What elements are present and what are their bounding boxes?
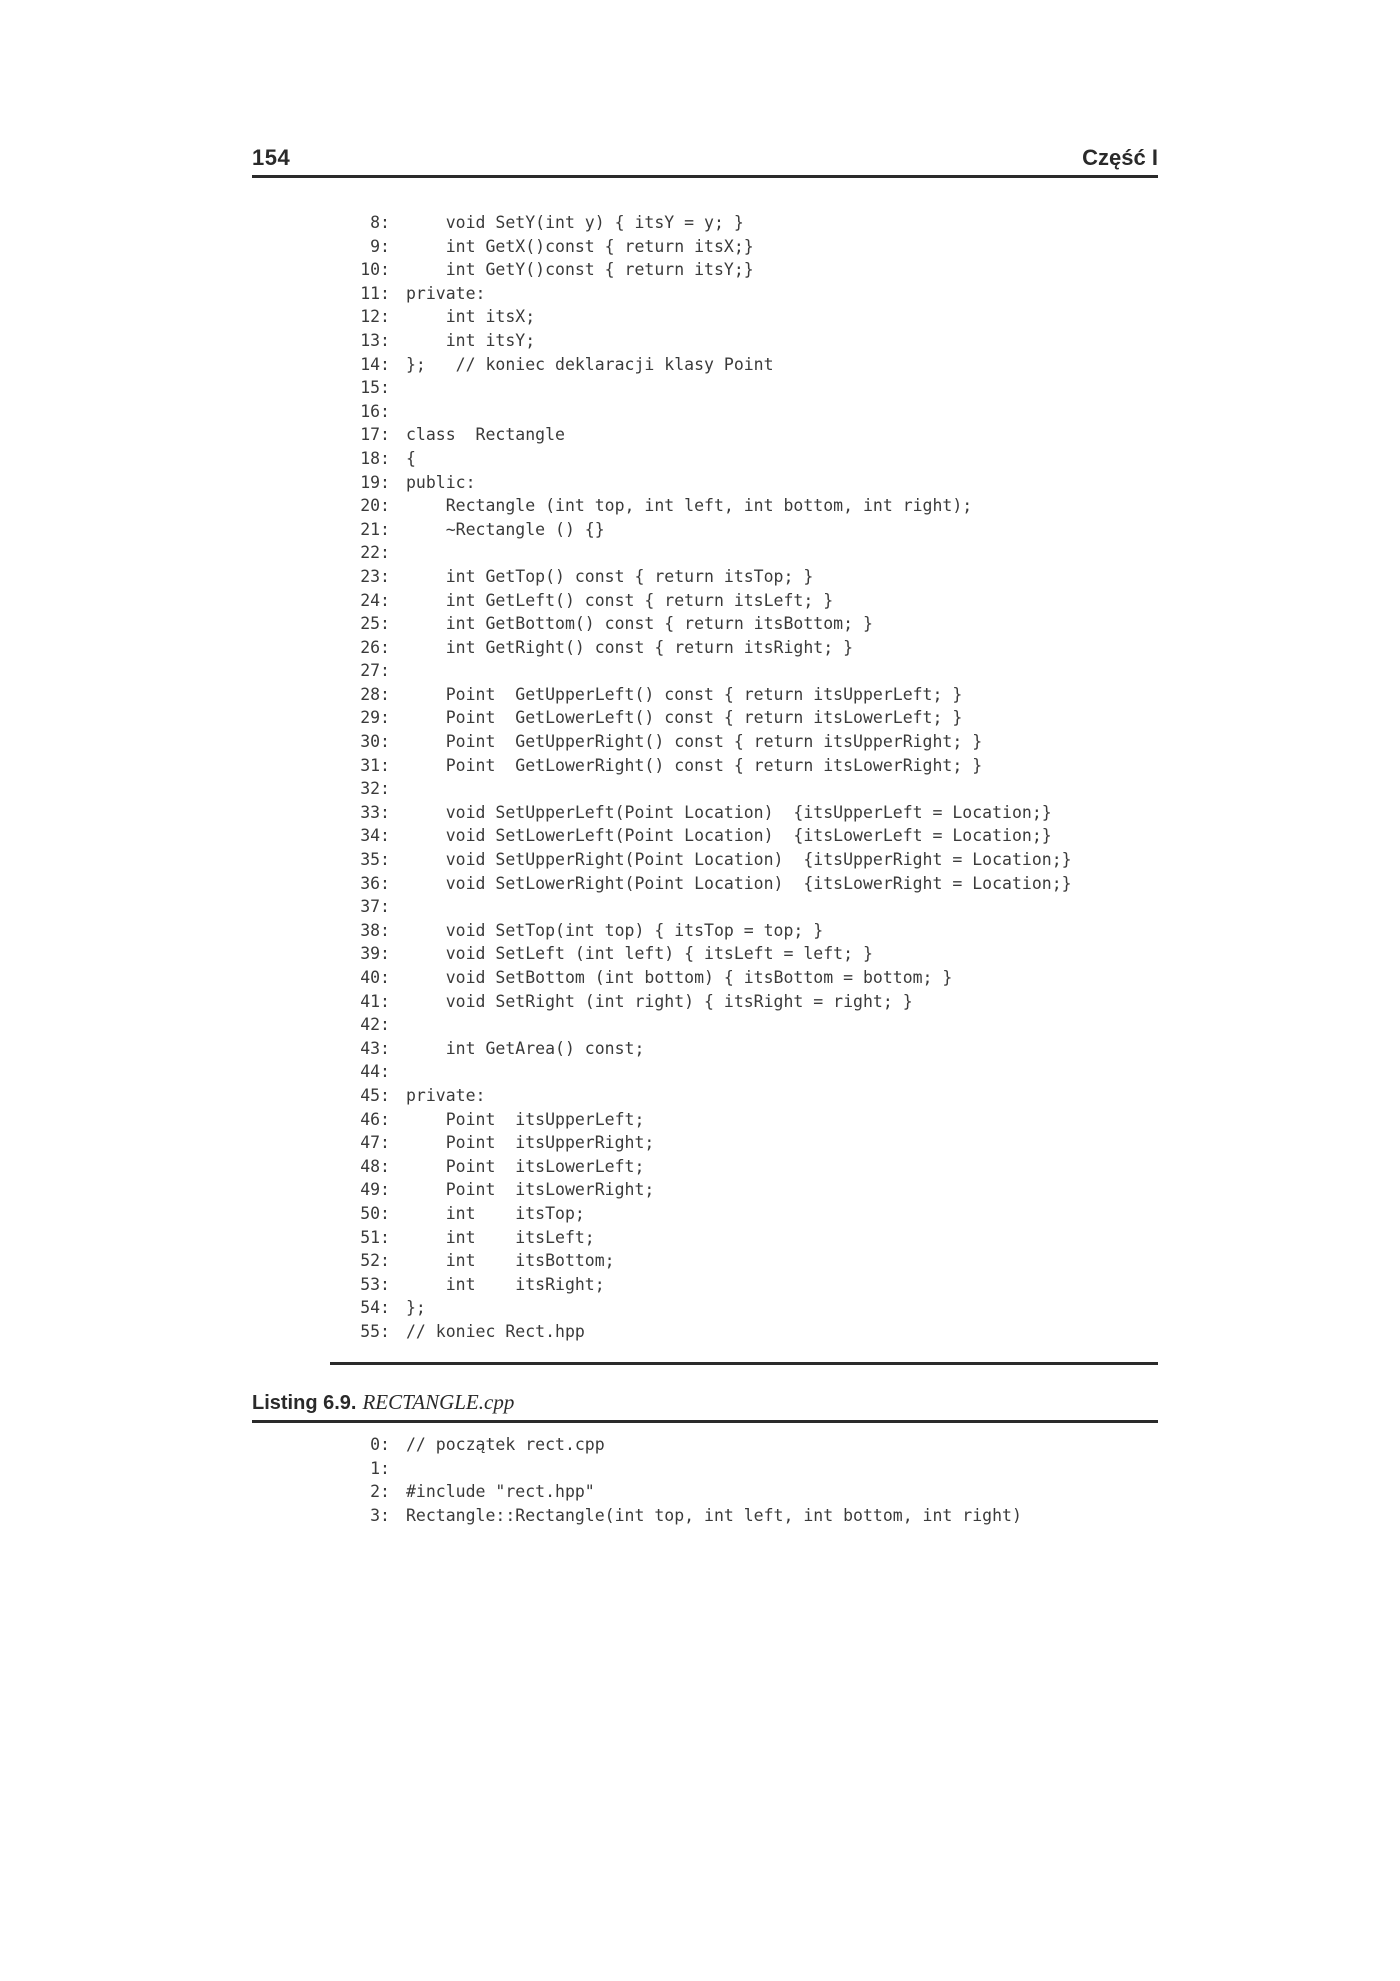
code-text: int itsTop; [406,1203,585,1223]
code-line [340,1249,1158,1273]
code-listing-rectangle-cpp [340,1433,1158,1527]
code-line [340,423,1158,447]
code-text: void SetUpperRight(Point Location) {itsUpperRight = Location;} [406,850,1072,870]
code-text: Rectangle::Rectangle(int top, int left, int bottom, int right) [406,1505,1022,1525]
code-text: void SetLowerLeft(Point Location) {itsLowerLeft = Location;} [406,826,1052,846]
code-text: private: [406,283,486,303]
line-number: 48: [360,1156,390,1176]
code-text [406,400,1158,424]
code-line [340,1084,1158,1108]
code-text: Point itsUpperRight; [406,1133,655,1153]
line-number: 3: [370,1505,390,1525]
code-text: // początek rect.cpp [406,1435,605,1454]
code-listing-rect-hpp [340,211,1158,1344]
code-text: Point itsLowerLeft; [406,1156,645,1176]
code-text [406,1013,1158,1037]
code-line [340,541,1158,565]
code-line [340,824,1158,848]
code-line [340,1296,1158,1320]
code-line [340,282,1158,306]
code-text [406,895,1158,919]
code-text: { [406,448,416,468]
code-text: int GetTop() const { return itsTop; } [406,566,814,586]
code-line [340,872,1158,896]
line-number: 28: [360,684,390,704]
code-text [406,1457,1158,1481]
code-line [340,1480,1158,1504]
code-line [340,494,1158,518]
line-number: 37: [360,897,390,917]
code-text: public: [406,472,476,492]
code-line [340,518,1158,542]
code-text: Point GetLowerRight() const { return itsLowerRight; } [406,755,983,775]
code-line [340,706,1158,730]
code-line [340,471,1158,495]
code-line [340,565,1158,589]
code-text: void SetLeft (int left) { itsLeft = left; } [406,944,873,964]
code-line [340,1226,1158,1250]
line-number: 23: [360,566,390,586]
line-number: 10: [360,260,390,280]
code-line [340,1108,1158,1132]
code-line [340,636,1158,660]
line-number: 34: [360,826,390,846]
code-text [406,659,1158,683]
line-number: 53: [360,1274,390,1294]
listing-end-rule [330,1362,1158,1365]
line-number: 22: [360,543,390,563]
code-text: Point itsUpperLeft; [406,1109,645,1129]
line-number: 39: [360,944,390,964]
code-text: }; // koniec deklaracji klasy Point [406,354,774,374]
line-number: 50: [360,1203,390,1223]
code-text [406,541,1158,565]
line-number: 45: [360,1085,390,1105]
line-number: 2: [370,1482,390,1502]
line-number: 20: [360,496,390,516]
code-line [340,777,1158,801]
line-number: 47: [360,1133,390,1153]
code-line [340,211,1158,235]
code-line [340,1037,1158,1061]
line-number: 52: [360,1251,390,1271]
code-text: int GetRight() const { return itsRight; } [406,637,854,657]
code-text: void SetTop(int top) { itsTop = top; } [406,920,824,940]
code-line [340,895,1158,919]
code-line [340,589,1158,613]
code-line [340,1433,1158,1457]
code-line [340,235,1158,259]
code-text [406,1060,1158,1084]
code-text: int itsBottom; [406,1251,615,1271]
line-number: 46: [360,1109,390,1129]
code-line [340,1155,1158,1179]
code-line [340,447,1158,471]
line-number: 17: [360,425,390,445]
line-number: 33: [360,802,390,822]
line-number: 54: [360,1298,390,1318]
code-line [340,258,1158,282]
code-line [340,1131,1158,1155]
line-number: 21: [360,519,390,539]
line-number: 31: [360,755,390,775]
line-number: 44: [360,1062,390,1082]
line-number: 30: [360,732,390,752]
code-line [340,376,1158,400]
line-number: 15: [360,378,390,398]
code-text [406,376,1158,400]
line-number: 29: [360,708,390,728]
line-number: 32: [360,779,390,799]
listing-label: Listing 6.9. [252,1392,357,1414]
code-text: int GetLeft() const { return itsLeft; } [406,590,834,610]
code-text: void SetBottom (int bottom) { itsBottom = bottom; } [406,968,953,987]
code-text: int GetX()const { return itsX;} [406,236,754,256]
code-text: class Rectangle [406,425,565,445]
line-number: 19: [360,472,390,492]
code-line [340,942,1158,966]
code-text: }; [406,1298,426,1318]
listing-caption [252,1390,1158,1423]
code-text: void SetY(int y) { itsY = y; } [406,213,744,232]
line-number: 9: [370,236,390,256]
line-number: 16: [360,401,390,421]
line-number: 38: [360,920,390,940]
code-text: void SetRight (int right) { itsRight = right; } [406,991,913,1011]
line-number: 41: [360,991,390,1011]
page-header [252,141,1158,178]
listing-filename: RECTANGLE.cpp [362,1390,515,1414]
code-text: int itsLeft; [406,1227,595,1247]
line-number: 25: [360,614,390,634]
line-number: 55: [360,1321,390,1341]
line-number: 26: [360,637,390,657]
code-line [340,612,1158,636]
part-label: Część I [1082,145,1158,170]
code-text: int itsRight; [406,1274,605,1294]
code-line [340,966,1158,990]
code-line [340,353,1158,377]
code-line [340,659,1158,683]
code-line [340,1202,1158,1226]
line-number: 27: [360,661,390,681]
code-text: #include "rect.hpp" [406,1482,595,1502]
code-text: int itsX; [406,307,536,327]
code-text: int GetArea() const; [406,1038,645,1058]
code-text: int GetY()const { return itsY;} [406,260,754,280]
line-number: 8: [370,213,390,232]
line-number: 24: [360,590,390,610]
line-number: 36: [360,873,390,893]
line-number: 13: [360,330,390,350]
line-number: 1: [370,1458,390,1478]
line-number: 18: [360,448,390,468]
page-number: 154 [252,145,291,170]
code-line [340,801,1158,825]
code-text: // koniec Rect.hpp [406,1321,585,1341]
line-number: 14: [360,354,390,374]
code-line [340,1060,1158,1084]
code-line [340,990,1158,1014]
code-line [340,1178,1158,1202]
line-number: 40: [360,968,390,987]
code-text [406,777,1158,801]
code-line [340,1457,1158,1481]
line-number: 51: [360,1227,390,1247]
code-line [340,1320,1158,1344]
code-text: Point itsLowerRight; [406,1180,655,1200]
line-number: 0: [370,1435,390,1454]
code-line [340,754,1158,778]
line-number: 42: [360,1015,390,1035]
code-text: Point GetLowerLeft() const { return itsLowerLeft; } [406,708,963,728]
code-text: int GetBottom() const { return itsBottom; } [406,614,873,634]
code-text: int itsY; [406,330,536,350]
code-line [340,400,1158,424]
code-text: private: [406,1085,486,1105]
code-line [340,730,1158,754]
line-number: 12: [360,307,390,327]
code-text: Point GetUpperRight() const { return itsUpperRight; } [406,732,983,752]
code-line [340,848,1158,872]
line-number: 11: [360,283,390,303]
code-line [340,919,1158,943]
code-line [340,1273,1158,1297]
code-line [340,1504,1158,1528]
code-line [340,1013,1158,1037]
code-text: void SetLowerRight(Point Location) {itsLowerRight = Location;} [406,873,1072,893]
code-line [340,329,1158,353]
line-number: 49: [360,1180,390,1200]
code-text: ~Rectangle () {} [406,519,605,539]
code-line [340,683,1158,707]
code-text: Rectangle (int top, int left, int bottom, int right); [406,496,973,516]
code-text: void SetUpperLeft(Point Location) {itsUpperLeft = Location;} [406,802,1052,822]
line-number: 35: [360,850,390,870]
code-line [340,305,1158,329]
line-number: 43: [360,1038,390,1058]
code-text: Point GetUpperLeft() const { return itsUpperLeft; } [406,684,963,704]
